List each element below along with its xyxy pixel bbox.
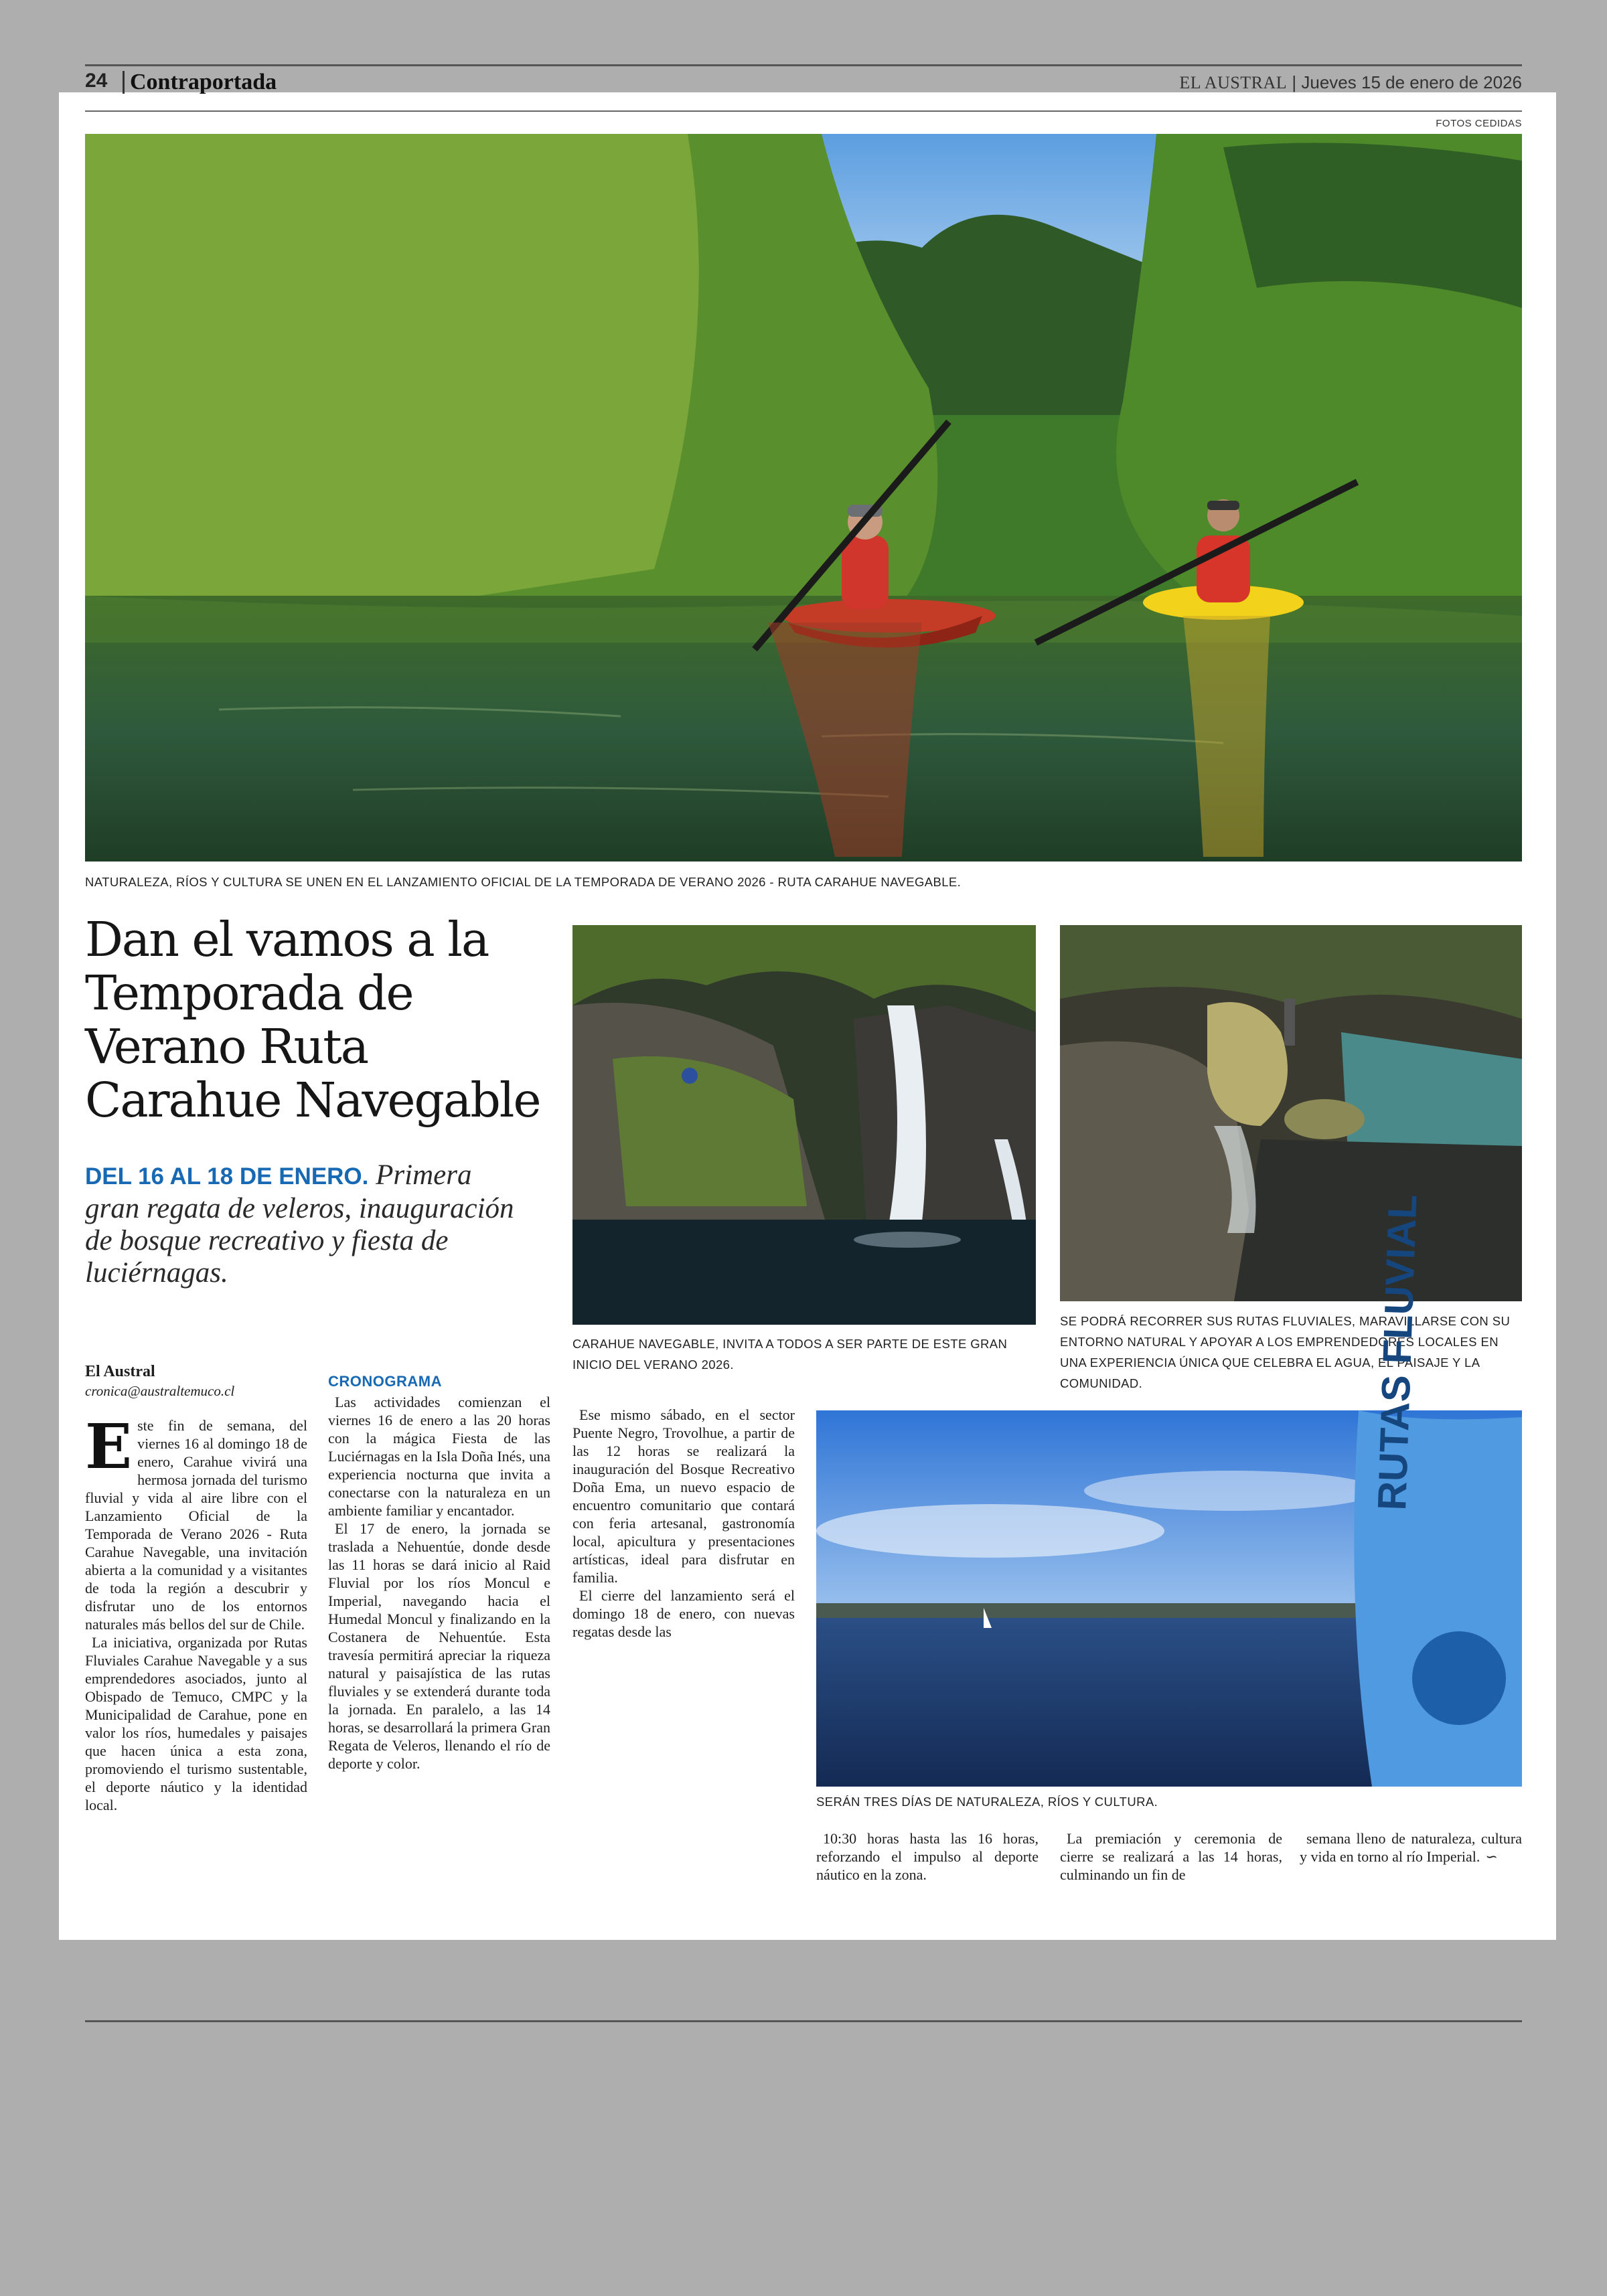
article-column-6	[1060, 1829, 1282, 1884]
paragraph-6a: El cierre del lanzamiento será el domingo 18 de enero, con nuevas regatas desde las	[572, 1587, 795, 1640]
article-column-7	[1300, 1829, 1522, 1866]
paragraph-6b: 10:30 horas hasta las 16 horas, reforzando el impulso al deporte náutico en la zona.	[816, 1830, 1039, 1883]
article-lede	[85, 1159, 527, 1289]
article-column-2	[328, 1363, 550, 1773]
rocks-photo	[1060, 925, 1522, 1301]
lede-text: Primera gran regata de veleros, inauguración de bosque recreativo y fiesta de luciérnagas.	[85, 1159, 514, 1289]
article-column-1	[85, 1363, 307, 1814]
author-email[interactable]: cronica@australtemuco.cl	[85, 1383, 235, 1399]
paragraph-7a: La premiación y ceremonia de cierre se realizará a las 14 horas, culminando un fin de	[1060, 1830, 1282, 1883]
rocks-caption: SE PODRÁ RECORRER SUS RUTAS FLUVIALES, MARAVILLARSE CON SU ENTORNO NATURAL Y APOYAR A LOS EMPRENDEDORES LOCALES EN UNA EXPERIENCIA ÚNICA QUE CELEBRA EL AGUA, EL PAISAJE Y LA COMUNIDAD.	[1060, 1314, 1511, 1390]
article-column-4	[572, 1406, 795, 1641]
flag-text: RUTAS FLUVIAL	[1369, 1194, 1426, 1511]
paragraph-3: Las actividades comienzan el viernes 16 de enero a las 20 horas con la mágica Fiesta de las Luciérnagas en la Isla Doña Inés, una experiencia nocturna que invita a conectarse con la naturaleza en un ambiente familiar y encantador.	[328, 1394, 550, 1519]
page-header	[85, 64, 1522, 99]
cronograma-subhead: CRONOGRAMA	[328, 1373, 442, 1390]
paragraph-1	[85, 1410, 307, 1633]
paper-name: EL AUSTRAL	[1179, 73, 1288, 92]
section-name: Contraportada	[123, 71, 277, 94]
paragraph-2: La iniciativa, organizada por Rutas Fluviales Carahue Navegable y a sus emprendedores asociados, junto al Obispado de Temuco, CMPC y la Municipalidad de Carahue, pone en valor los ríos, humedales y paisajes que hacen única a esta zona, promoviendo el turismo sustentable, el deporte náutico y la identidad local.	[85, 1634, 307, 1813]
bottom-rule	[85, 2020, 1522, 2022]
paragraph-4: El 17 de enero, la jornada se traslada a Nehuentúe, donde desde las 11 horas se dará inicio al Raid Fluvial por los ríos Moncul e Imperial, navegando hacia el Humedal Moncul y finalizando en la Costanera de Nehuentúe. Esta travesía permitirá apreciar la riqueza natural y paisajística de las rutas fluviales y se extenderá durante toda la jornada. En paralelo, a las 14 horas, se desarrollará la primera Gran Regata de Veleros, llenando el río de deporte y color.	[328, 1520, 550, 1772]
issue-date: Jueves 15 de enero de 2026	[1301, 72, 1522, 92]
page-number: 24	[85, 70, 108, 92]
photo-credit: FOTOS CEDIDAS	[1436, 118, 1522, 129]
masthead: EL AUSTRAL | Jueves 15 de enero de 2026	[1179, 72, 1522, 92]
main-photo-caption: NATURALEZA, RÍOS Y CULTURA SE UNEN EN EL LANZAMIENTO OFICIAL DE LA TEMPORADA DE VERANO 2026 - RUTA CARAHUE NAVEGABLE.	[85, 875, 962, 889]
article-end-mark: ∽	[1485, 1849, 1498, 1866]
paragraph-5: Ese mismo sábado, en el sector Puente Negro, Trovolhue, a partir de las 12 horas se realizará la inauguración del Bosque Recreativo Doña Ema, un nuevo espacio de encuentro comunitario que contará con feria artesanal, gastronomía local, apicultura y presentaciones artísticas, ideal para disfrutar en familia.	[572, 1406, 795, 1586]
article-column-5	[816, 1829, 1039, 1884]
lede-kicker: DEL 16 AL 18 DE ENERO.	[85, 1163, 369, 1190]
lake-caption: SERÁN TRES DÍAS DE NATURALEZA, RÍOS Y CULTURA.	[816, 1795, 1158, 1809]
main-photo-kayaks	[85, 134, 1522, 862]
dropcap: E	[85, 1410, 133, 1483]
paragraph-1-text: ste fin de semana, del viernes 16 al domingo 18 de enero, Carahue vivirá una hermosa jornada del turismo fluvial y vida al aire libre con el Lanzamiento Oficial de la Temporada de Verano 2026 - Ruta Carahue Navegable, una invitación abierta a la comunidad y a visitantes de toda la región a descubrir y disfrutar uno de los entornos naturales más bellos del sur de Chile.	[85, 1417, 307, 1633]
article-headline: Dan el vamos a la Temporada de Verano Ruta Carahue Navegable	[85, 912, 540, 1128]
paragraph-7b: semana lleno de naturaleza, cultura y vida en torno al río Imperial.	[1300, 1830, 1522, 1865]
waterfall-photo	[572, 925, 1036, 1325]
waterfall-caption: CARAHUE NAVEGABLE, INVITA A TODOS A SER PARTE DE ESTE GRAN INICIO DEL VERANO 2026.	[572, 1337, 1008, 1372]
header-rule	[85, 110, 1522, 112]
byline: El Austral	[85, 1363, 155, 1380]
